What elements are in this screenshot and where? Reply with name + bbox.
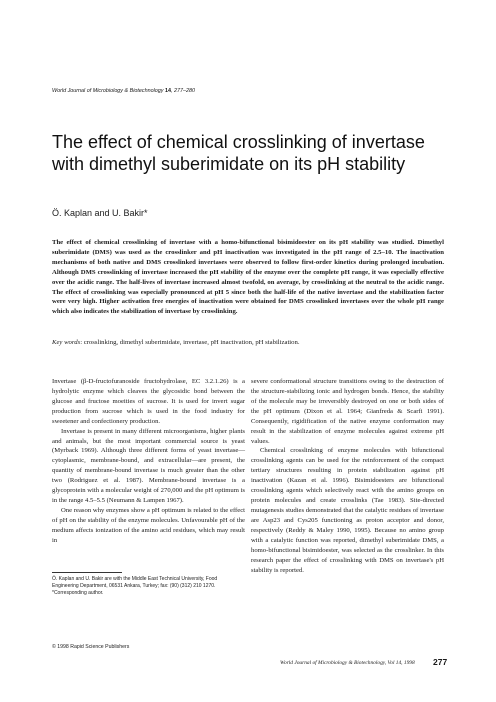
page-number: 277 (433, 657, 448, 667)
paragraph: Invertase (β-D-fructofuranoside fructohydrolase, EC 3.2.1.26) is a hydrolytic enzyme which cleaves the glycosidic bond between the glucose and fructose moeities of sucrose. It is used for invert sugar production from sucrose which is used in the food industry for sweetener and confectionery production. (52, 378, 245, 425)
running-footer: World Journal of Microbiology & Biotechnology, Vol 14, 1998 (280, 660, 415, 666)
abstract: The effect of chemical crosslinking of invertase with a homo-bifunctional bisimidoester on its pH stability was studied. Dimethyl suberimidate (DMS) was used as the crosslinker and pH inactivation was investigated in the pH range of 2.5–10. The inactivation mechanisms of both native and DMS crosslinked invertases were observed to follow first-order kinetics during prolonged incubation. Although DMS crosslinking of invertase increased the pH stability of the enzyme over the complete pH range, it was especially effective over the acidic range. The half-lives of invertase increased almost twofold, on average, by crosslinking at the neutral to the acidic range. The effect of crosslinking was especially pronounced at pH 5 since both the half-life of the native invertase and the stabilization factor were very high. Higher activation free energies of inactivation were obtained for DMS crosslinked invertases over the whole pH range which also indicates the stabilization of invertase by crosslinking. (52, 239, 444, 316)
body-column-right (251, 377, 444, 575)
footnote-affiliation: Ö. Kaplan and U. Bakir are with the Middle East Technical University, Food Engineering Department, 06531 Ankara, Turkey; fax: (90) (312) 210 1270. *Corresponding author. (52, 576, 218, 596)
journal-name: World Journal of Microbiology & Biotechnology (52, 88, 164, 94)
article-title: The effect of chemical crosslinking of invertase with dimethyl suberimidate on its pH stability (52, 132, 425, 174)
paragraph: Invertase is present in many different microorganisms, higher plants and animals, but the most important commercial source is yeast (Myrback 1969). Although three different forms of yeast invertase—cytoplasmic, membrane-bound, and extracellular—are present, the quantity of membrane-bound invertase is much greater than the other two (Rodriguez et al. 1987). Membrane-bound invertase is a glycoprotein with a molecular weight of 270,000 and the pH optimum is in the range 4.5–5.5 (Neumann & Lampen 1967). (52, 427, 245, 505)
keywords-label: Key words (52, 339, 81, 346)
footnote-rule (52, 572, 122, 573)
paragraph: severe conformational structure transitions owing to the destruction of the structure-stabilizing ionic and hydrogen bonds. Hence, the stability of the molecule may be irreversibly destroyed on one or both sides of the pH optimum (Dixon et al. 1964; Gianfreda & Scarfi 1991). Consequently, rigidification of the native enzyme conformation may result in the stabilization of enzyme molecules against extreme pH values. (251, 378, 444, 445)
keywords-text: : crosslinking, dimethyl suberimidate, invertase, pH inactivation, pH stabilization. (80, 339, 300, 346)
keywords (52, 338, 444, 347)
copyright-notice: © 1998 Rapid Science Publishers (52, 644, 130, 650)
article-authors: Ö. Kaplan and U. Bakir* (52, 208, 148, 218)
paragraph: One reason why enzymes show a pH optimum is related to the effect of pH on the stability of the enzyme molecules. Unfavourable pH of the medium affects ionization of the amino acid residues, which may result in (52, 506, 245, 544)
body-column-left (52, 377, 245, 546)
journal-citation (52, 88, 195, 94)
paragraph: Chemical crosslinking of enzyme molecules with bifunctional crosslinking agents can be used for the reinforcement of the compact tertiary structures resulting in protein stabilization against pH inactivation (Kazan et al. 1996). Bisimidoesters are bifunctional crosslinking agents which selectively react with the amino groups on protein molecules and create crosslinks (Tae 1983). Site-directed mutagenesis studies demonstrated that the catalytic residues of invertase are Asp23 and Cys205 functioning as proton acceptor and donor, respectively (Reddy & Maley 1990, 1995). Because no amino group with a catalytic function was reported, dimethyl suberimidate DMS, a homo-bifunctional bisimidoester, was selected as the crosslinker. In this research paper the effect of crosslinking with DMS on invertase's pH stability is reported. (251, 447, 444, 574)
journal-volume: 14 (164, 88, 171, 94)
journal-pages: , 277–280 (170, 88, 195, 94)
